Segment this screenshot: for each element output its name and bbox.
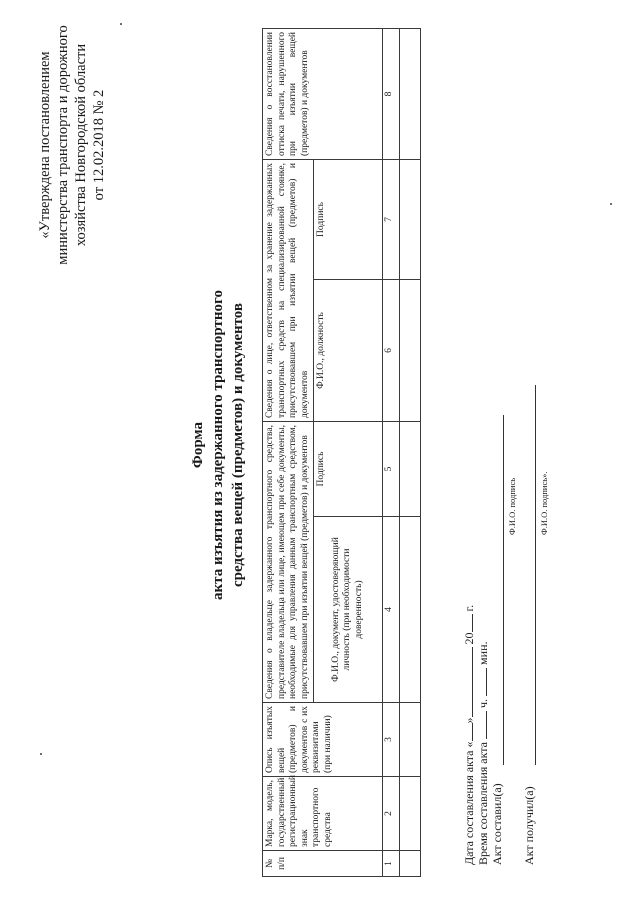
header-responsible: Сведения о лице, ответственном за хранение задержанных транспортных средств на специализированной стоянке, присутствовавшем при изъятии вещей (предметов) и документов <box>263 159 314 421</box>
header-items: Опись изъятых вещей (предметов) и документов с их реквизитами (при наличии) <box>263 703 383 777</box>
header-restore: Сведения о восстановлении оттиска печати, нарушенного при изъятии вещей (предметов) и документов <box>263 28 383 159</box>
approval-line-4: от 12.02.2018 № 2 <box>91 89 107 201</box>
approval-line-1: «Утверждена постановлением <box>37 51 53 239</box>
time-line <box>476 642 490 866</box>
header-owner: Сведения о владельце задержанного транспортного средства, представителе владельца или лице, имеющем при себе документы, необходимые для управления данным транспортным средством, присутствовавшем при изъятии вещей (предметов) и документов <box>263 422 314 703</box>
title-line-1: Форма <box>190 421 206 469</box>
hour-blank[interactable] <box>486 711 487 739</box>
col-number: 6 <box>383 280 400 422</box>
empty-cell[interactable] <box>400 280 421 422</box>
header-vehicle: Марка, модель, государственный регистрационный знак транспортного средства <box>263 777 383 851</box>
seizure-table <box>262 28 421 877</box>
col-number: 2 <box>383 777 400 851</box>
composed-label: Акт составил(а) <box>490 783 504 865</box>
subheader-resp-sign: Подпись <box>314 159 383 279</box>
received-line <box>522 385 536 865</box>
scan-speck <box>610 203 612 205</box>
empty-cell[interactable] <box>400 159 421 279</box>
date-mid: » <box>462 717 476 724</box>
minute-unit: мин. <box>476 641 490 665</box>
header-no: № п/п <box>263 851 383 877</box>
minute-blank[interactable] <box>486 668 487 696</box>
empty-cell[interactable] <box>400 422 421 517</box>
approval-line-3: хозяйства Новгородской области <box>73 43 89 247</box>
empty-cell[interactable] <box>400 777 421 851</box>
table-row <box>400 28 421 876</box>
year-suffix: г. <box>462 604 476 612</box>
empty-cell[interactable] <box>400 703 421 777</box>
approval-stamp <box>36 25 108 265</box>
subheader-owner-name: Ф.И.О., документ, удостоверяющий личность (при необходимости доверенность) <box>314 517 383 703</box>
col-number: 1 <box>383 851 400 877</box>
col-number: 7 <box>383 159 400 279</box>
col-number: 5 <box>383 422 400 517</box>
composed-blank[interactable] <box>503 415 504 765</box>
col-number: 8 <box>383 28 400 159</box>
column-number-row <box>383 28 400 876</box>
empty-cell[interactable] <box>400 517 421 703</box>
col-number: 4 <box>383 517 400 703</box>
composed-caption: Ф.И.О. подпись <box>507 477 517 535</box>
day-blank[interactable] <box>472 724 473 742</box>
title-line-3: средства вещей (предметов) и документов <box>230 302 246 588</box>
received-blank[interactable] <box>535 385 536 765</box>
approval-line-2: министерства транспорта и дорожного <box>55 25 71 265</box>
date-label: Дата составления акта « <box>462 741 476 865</box>
month-blank[interactable] <box>472 648 473 718</box>
form-title <box>188 185 248 705</box>
hour-unit: ч. <box>476 698 490 708</box>
empty-cell[interactable] <box>400 851 421 877</box>
subheader-resp-name: Ф.И.О., должность <box>314 280 383 422</box>
scan-speck <box>120 23 122 25</box>
year-prefix: 20 <box>462 632 476 645</box>
empty-cell[interactable] <box>400 28 421 159</box>
received-caption: Ф.И.О. подпись». <box>539 471 549 535</box>
date-line <box>462 605 476 865</box>
time-label: Время составления акта <box>476 741 490 865</box>
composed-line <box>490 415 504 865</box>
col-number: 3 <box>383 703 400 777</box>
year-blank[interactable] <box>472 615 473 633</box>
subheader-owner-sign: Подпись <box>314 422 383 517</box>
title-line-2: акта изъятия из задержанного транспортного <box>210 290 226 600</box>
scan-speck <box>40 753 42 755</box>
received-label: Акт получил(а) <box>522 786 536 865</box>
header-row <box>263 28 314 876</box>
